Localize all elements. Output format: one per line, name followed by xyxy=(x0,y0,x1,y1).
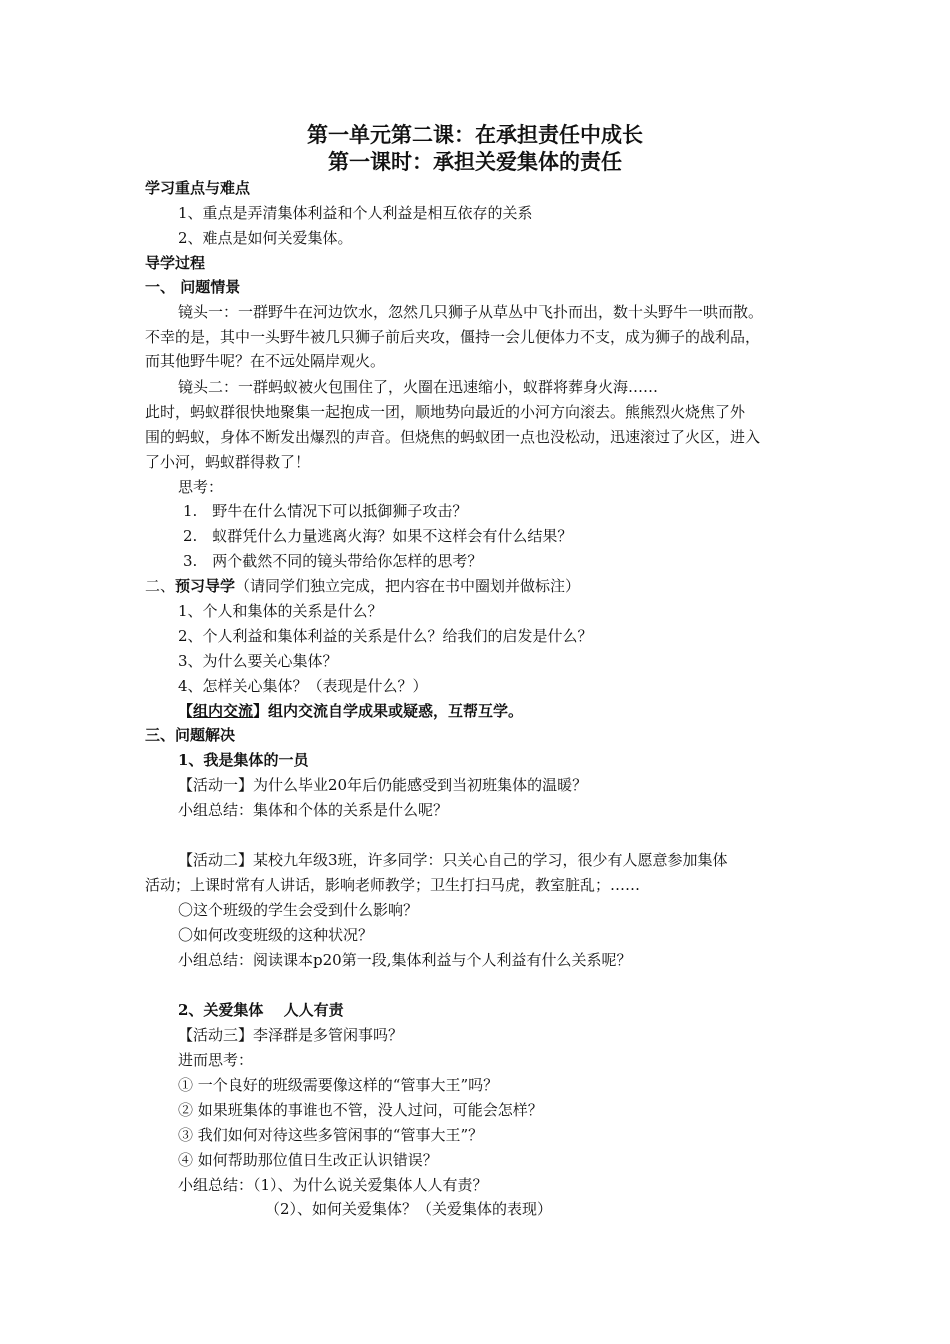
shot2-line: 镜头二：一群蚂蚁被火包围住了，火圈在迅速缩小，蚁群将葬身火海…… xyxy=(178,378,659,396)
focus-heading: 学习重点与难点 xyxy=(145,179,251,197)
think-label: 思考： xyxy=(178,478,224,496)
focus-item: 2、难点是如何关爱集体。 xyxy=(178,229,353,247)
shot2-line: 了小河，蚂蚁群得救了！ xyxy=(145,453,311,471)
activity1: 【活动一】为什么毕业20年后仍能感受到当初班集体的温暖？ xyxy=(178,776,588,794)
bracket-open: 【 xyxy=(178,702,194,720)
preview-item: 1、个人和集体的关系是什么？ xyxy=(178,602,383,620)
numbered-question: ② 如果班集体的事谁也不管，没人过问，可能会怎样？ xyxy=(178,1101,543,1119)
preview-item: 4、怎样关心集体？（表现是什么？） xyxy=(178,677,428,695)
group-exchange-line xyxy=(178,701,523,721)
circle-question: 〇这个班级的学生会受到什么影响？ xyxy=(178,901,419,919)
shot2-line: 此时，蚂蚁群很快地聚集一起抱成一团，顺地势向最近的小河方向滚去。熊熊烈火烧焦了外 xyxy=(145,403,746,421)
shot1-line: 镜头一：一群野牛在河边饮水，忽然几只狮子从草丛中飞扑而出，数十头野牛一哄而散。 xyxy=(178,303,764,321)
numbered-question: ① 一个良好的班级需要像这样的“管事大王”吗？ xyxy=(178,1076,499,1094)
part2-heading: 2、关爱集体 人人有责 xyxy=(178,1001,344,1019)
numbered-question: ④ 如何帮助那位值日生改正认识错误？ xyxy=(178,1151,438,1169)
process-heading: 导学过程 xyxy=(145,254,206,272)
main-title: 第一单元第二课：在承担责任中成长 xyxy=(307,122,643,147)
group-exchange-text: 】组内交流自学成果或疑惑，互帮互学。 xyxy=(253,702,524,720)
sub-title: 第一课时：承担关爱集体的责任 xyxy=(328,149,622,174)
focus-item: 1、重点是弄清集体利益和个人利益是相互依存的关系 xyxy=(178,204,533,222)
think-question: 3. 两个截然不同的镜头带给你怎样的思考？ xyxy=(183,552,483,570)
circle-question: 〇如何改变班级的这种状况？ xyxy=(178,926,374,944)
section1-heading: 一、 问题情景 xyxy=(145,278,241,296)
summary1: 小组总结：集体和个体的关系是什么呢？ xyxy=(178,801,449,819)
preview-item: 3、为什么要关心集体？ xyxy=(178,652,338,670)
think-question: 1. 野牛在什么情况下可以抵御狮子攻击？ xyxy=(183,502,468,520)
activity2-line: 【活动二】某校九年级3班，许多同学：只关心自己的学习，很少有人愿意参加集体 xyxy=(178,851,728,869)
numbered-question: ③ 我们如何对待这些多管闲事的“管事大王”？ xyxy=(178,1126,484,1144)
further-think: 进而思考： xyxy=(178,1051,254,1069)
section2-heading xyxy=(145,576,580,596)
summary2: 小组总结：阅读课本p20第一段,集体利益与个人利益有什么关系呢？ xyxy=(178,951,632,969)
activity2-line: 活动；上课时常有人讲话，影响老师教学；卫生打扫马虎，教室脏乱；…… xyxy=(145,876,641,894)
section2-note: （请同学们独立完成，把内容在书中圈划并做标注） xyxy=(235,577,581,595)
summary3-line: 小组总结：（1）、为什么说关爱集体人人有责？ xyxy=(178,1176,488,1194)
section2-title: 预习导学 xyxy=(175,577,236,595)
think-question: 2. 蚁群凭什么力量逃离火海？如果不这样会有什么结果？ xyxy=(183,527,573,545)
shot1-line: 而其他野牛呢？在不远处隔岸观火。 xyxy=(145,352,386,370)
activity3: 【活动三】李泽群是多管闲事吗？ xyxy=(178,1026,404,1044)
preview-item: 2、个人利益和集体利益的关系是什么？给我们的启发是什么？ xyxy=(178,627,593,645)
summary3-line: （2）、如何关爱集体？（关爱集体的表现） xyxy=(265,1200,553,1218)
section2-prefix: 二、 xyxy=(145,577,176,595)
shot1-line: 不幸的是，其中一头野牛被几只狮子前后夹攻，僵持一会儿便体力不支，成为狮子的战利品， xyxy=(145,328,761,346)
shot2-line: 围的蚂蚁，身体不断发出爆烈的声音。但烧焦的蚂蚁团一点也没松动，迅速滚过了火区，进入 xyxy=(145,428,761,446)
part1-heading: 1、我是集体的一员 xyxy=(178,751,309,769)
section3-heading: 三、问题解决 xyxy=(145,726,236,744)
group-exchange-link[interactable]: 组内交流 xyxy=(193,702,254,720)
